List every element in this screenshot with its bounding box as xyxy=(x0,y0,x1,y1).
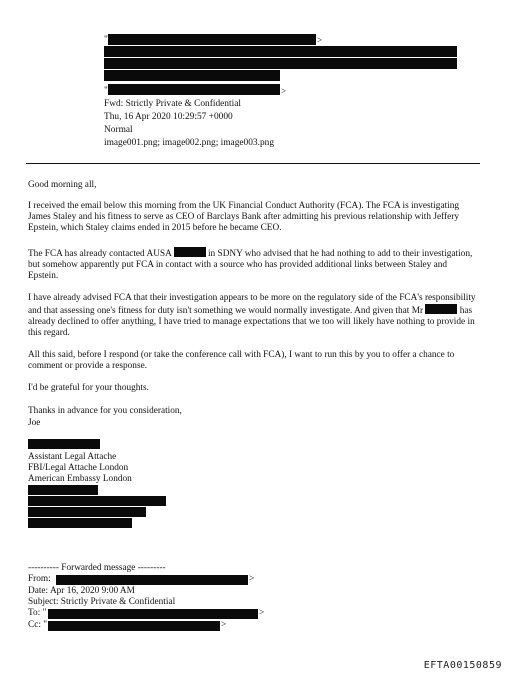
cc-quote: " xyxy=(104,86,108,96)
signature-location: American Embassy London xyxy=(28,474,132,484)
forwarded-separator: ---------- Forwarded message --------- xyxy=(28,563,166,573)
redaction-cc xyxy=(108,84,280,95)
redaction-to-2 xyxy=(104,58,457,69)
redaction-signature-2 xyxy=(28,496,166,506)
paragraph-2-end: in SDNY who advised that he had nothing to add to their investigation, but somehow apparently put FCA in contact with a source who has provided additional links between Staley and Epstein. xyxy=(28,249,473,281)
importance-value: Normal xyxy=(104,125,133,135)
signature-office: FBI/Legal Attache London xyxy=(28,463,129,473)
cc-close: > xyxy=(281,86,287,96)
forwarded-date: Date: Apr 16, 2020 9:00 AM xyxy=(28,586,135,596)
forwarded-from-close: > xyxy=(249,574,255,584)
redaction-from xyxy=(108,34,316,45)
redaction-ausa xyxy=(174,247,206,257)
from-close: > xyxy=(317,35,323,45)
redaction-forwarded-from xyxy=(56,575,248,585)
redaction-signature-3 xyxy=(28,507,146,517)
redaction-signature-4 xyxy=(28,518,132,528)
forwarded-cc-close: > xyxy=(221,620,227,630)
redaction-signature-name xyxy=(28,439,100,449)
bates-number: EFTA00150859 xyxy=(423,660,502,671)
redaction-to-1 xyxy=(104,46,457,57)
forwarded-cc-label: Cc: " xyxy=(28,620,48,630)
paragraph-3-start: I have already advised FCA that their investigation appears to be more on the regulatory side of the FCA's responsibility and that assessing one's fitness for duty isn't something we would normally investigate. And given that Mr xyxy=(28,293,476,316)
signature-title: Assistant Legal Attache xyxy=(28,452,117,462)
redaction-to-3 xyxy=(104,70,280,81)
greeting: Good morning all, xyxy=(28,180,97,190)
header-divider xyxy=(26,163,480,164)
redaction-signature-1 xyxy=(28,485,98,495)
redaction-forwarded-to xyxy=(48,609,258,619)
redaction-forwarded-cc xyxy=(48,621,220,631)
subject-value: Fwd: Strictly Private & Confidential xyxy=(104,99,241,109)
forwarded-subject: Subject: Strictly Private & Confidential xyxy=(28,597,176,607)
paragraph-4: All this said, before I respond (or take the conference call with FCA), I want to run this by you to offer a chance to comment or provide a response. xyxy=(28,350,455,371)
from-quote: " xyxy=(104,35,108,45)
inline-images-value: image001.png; image002.png; image003.png xyxy=(104,138,275,148)
paragraph-2-start: The FCA has already contacted AUSA xyxy=(28,249,172,259)
paragraph-2 xyxy=(28,247,478,282)
paragraph-3-end: has already declined to offer anything, I have tried to manage expectations that we too will likely have nothing to provide in this regard. xyxy=(28,306,475,338)
closing: Thanks in advance for you consideration, xyxy=(28,406,182,416)
redaction-mr xyxy=(425,304,457,314)
paragraph-5: I'd be grateful for your thoughts. xyxy=(28,383,149,393)
forwarded-from-label: From: xyxy=(28,574,51,584)
forwarded-to-close: > xyxy=(259,608,265,618)
forwarded-to-label: To: " xyxy=(28,608,47,618)
date-value: Thu, 16 Apr 2020 10:29:57 +0000 xyxy=(104,112,233,122)
sender-name: Joe xyxy=(28,418,41,428)
paragraph-3 xyxy=(28,293,478,339)
paragraph-1: I received the email below this morning from the UK Financial Conduct Authority (FCA). The FCA is investigating James Staley and his fitness to serve as CEO of Barclays Bank after admitting his previous relationship with Jeffery Epstein, which Staley claims ended in 2015 before he became CEO. xyxy=(28,201,460,233)
